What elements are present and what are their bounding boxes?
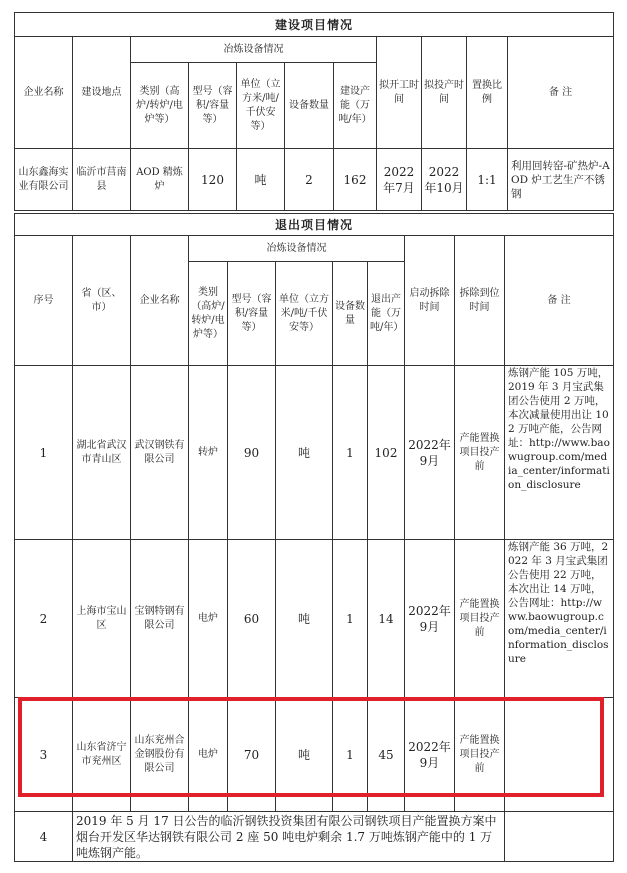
header-equipment: 冶炼设备情况 <box>131 37 377 63</box>
header-model: 型号（容积/容量等） <box>189 63 237 149</box>
header-exit-capacity: 退出产能（万吨/年） <box>368 262 405 366</box>
header-exit-count: 设备数量 <box>333 262 368 366</box>
row-remark: 炼钢产能 36 万吨，2022 年 3 月宝武集团公告使用 22 万吨，本次出让 14 万吨，公告网址：http://www.baowugroup.com/media_center/information_disclosure <box>505 540 614 698</box>
construction-title: 建设项目情况 <box>15 13 614 37</box>
row-company: 武汉钢铁有限公司 <box>131 366 189 540</box>
header-exit-model: 型号（容积/容量等） <box>228 262 276 366</box>
header-capacity: 建设产能（万吨/年） <box>334 63 377 149</box>
row-unit: 吨 <box>276 698 333 812</box>
row-company: 宝钢特钢有限公司 <box>131 540 189 698</box>
header-company: 企业名称 <box>15 37 73 149</box>
header-remark: 备 注 <box>508 37 614 149</box>
row-capacity: 45 <box>368 698 405 812</box>
exit-title: 退出项目情况 <box>15 214 614 236</box>
row-remark: 炼钢产能 105 万吨，2019 年 3 月宝武集团公告使用 2 万吨，本次减量使用出让 102 万吨产能，公告网址：http://www.baowugroup.com/media_center/information_disclosure <box>505 366 614 540</box>
table-row <box>15 698 614 812</box>
header-count: 设备数量 <box>285 63 334 149</box>
cell-model: 120 <box>189 149 237 211</box>
header-province: 省（区、市） <box>73 236 131 366</box>
header-exit-unit: 单位（立方米/吨/千伏安等） <box>276 262 333 366</box>
row-type: 电炉 <box>189 698 228 812</box>
cell-ratio: 1:1 <box>467 149 508 211</box>
row-company: 山东兖州合金钢股份有限公司 <box>131 698 189 812</box>
row-demolish-start: 2022年9月 <box>405 698 455 812</box>
row-count: 1 <box>333 698 368 812</box>
row-unit: 吨 <box>276 540 333 698</box>
cell-production: 2022年10月 <box>422 149 467 211</box>
header-exit-equipment: 冶炼设备情况 <box>189 236 405 262</box>
header-demolish-done: 拆除到位时间 <box>455 236 505 366</box>
row-model: 90 <box>228 366 276 540</box>
row-province: 上海市宝山区 <box>73 540 131 698</box>
cell-remark: 利用回转窑-矿热炉-AOD 炉工艺生产不锈钢 <box>508 149 614 211</box>
header-production-time: 拟投产时间 <box>422 37 467 149</box>
row-province: 湖北省武汉市青山区 <box>73 366 131 540</box>
table-row <box>15 540 614 698</box>
row-demolish-done: 产能置换项目投产前 <box>455 540 505 698</box>
cell-type: AOD 精炼炉 <box>131 149 189 211</box>
cell-count: 2 <box>285 149 334 211</box>
header-exit-company: 企业名称 <box>131 236 189 366</box>
row-capacity: 14 <box>368 540 405 698</box>
cell-unit: 吨 <box>237 149 285 211</box>
row-model: 60 <box>228 540 276 698</box>
row-count: 1 <box>333 540 368 698</box>
row-unit: 吨 <box>276 366 333 540</box>
row-type: 转炉 <box>189 366 228 540</box>
row-remark <box>505 812 614 862</box>
row-demolish-done: 产能置换项目投产前 <box>455 698 505 812</box>
cell-location: 临沂市莒南县 <box>73 149 131 211</box>
exit-table <box>14 213 614 862</box>
table-row <box>15 366 614 540</box>
cell-capacity: 162 <box>334 149 377 211</box>
row-count: 1 <box>333 366 368 540</box>
header-unit: 单位（立方米/吨/千伏安等） <box>237 63 285 149</box>
header-location: 建设地点 <box>73 37 131 149</box>
row-province: 山东省济宁市兖州区 <box>73 698 131 812</box>
header-exit-remark: 备 注 <box>505 236 614 366</box>
row-note-text: 2019 年 5 月 17 日公告的临沂钢铁投资集团有限公司钢铁项目产能置换方案中烟台开发区华达钢铁有限公司 2 座 50 吨电炉剩余 1.7 万吨炼钢产能中的 1 万吨炼钢产能。 <box>73 812 505 862</box>
row-demolish-start: 2022年9月 <box>405 540 455 698</box>
row-no: 4 <box>15 812 73 862</box>
cell-company: 山东鑫海实业有限公司 <box>15 149 73 211</box>
header-exit-type: 类别（高炉/转炉/电炉等） <box>189 262 228 366</box>
row-no: 3 <box>15 698 73 812</box>
row-demolish-done: 产能置换项目投产前 <box>455 366 505 540</box>
construction-table <box>14 12 614 211</box>
row-no: 1 <box>15 366 73 540</box>
row-demolish-start: 2022年9月 <box>405 366 455 540</box>
header-start-time: 拟开工时间 <box>377 37 422 149</box>
row-remark <box>505 698 614 812</box>
row-model: 70 <box>228 698 276 812</box>
header-ratio: 置换比例 <box>467 37 508 149</box>
header-no: 序号 <box>15 236 73 366</box>
cell-start: 2022年7月 <box>377 149 422 211</box>
row-no: 2 <box>15 540 73 698</box>
table-row <box>15 812 614 862</box>
header-demolish-start: 启动拆除时间 <box>405 236 455 366</box>
header-type: 类别（高炉/转炉/电炉等） <box>131 63 189 149</box>
row-capacity: 102 <box>368 366 405 540</box>
row-type: 电炉 <box>189 540 228 698</box>
